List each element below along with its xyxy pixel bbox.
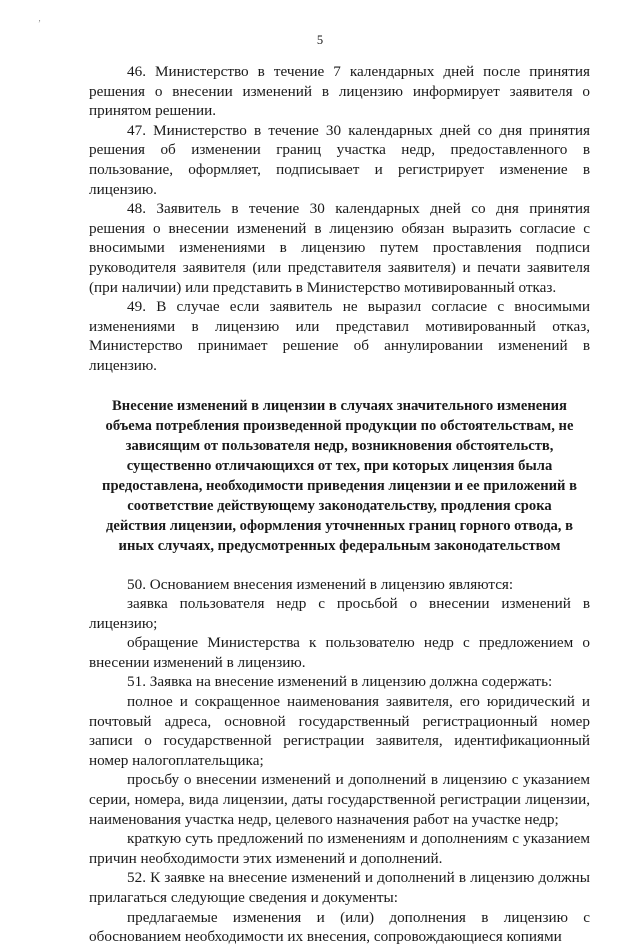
section-heading: Внесение изменений в лицензии в случаях значительного изменения объема потребления произведенной продукции по обстоятельствам, не зависящим от пользователя недр, возникновения обстоятельств, существенно отличающихся от тех, при которых лицензия была предоставлена, необходимости приведения лицензии и ее приложений в соответствие действующему законодательству, продления срока действия лицензии, оформления уточненных границ горного отвода, в иных случаях, предусмотренных федеральным законодательством [102, 397, 577, 554]
paragraph-46: 46. Министерство в течение 7 календарных дней после принятия решения о внесении изменений в лицензию информирует заявителя о принятом решении. [89, 63, 590, 120]
corner-mark: ‚ [38, 13, 41, 23]
list-item-summary: краткую суть предложений по изменениям и дополнениям с указанием причин необходимости этих изменений и дополнений. [89, 830, 590, 867]
list-item-applicant-names: полное и сокращенное наименования заявителя, его юридический и почтовый адреса, основной государственный регистрационный номер записи о государственной регистрации заявителя, идентификационный номер налогоплательщика; [89, 693, 590, 769]
list-item-change-request: просьбу о внесении изменений и дополнений в лицензию с указанием серии, номера, вида лицензии, даты государственной регистрации лицензии, наименования участка недр, целевого назначения работ на участке недр; [89, 771, 590, 828]
paragraph-52: 52. К заявке на внесение изменений и дополнений в лицензию должны прилагаться следующие сведения и документы: [89, 869, 590, 906]
document-body [89, 62, 590, 947]
paragraph-47: 47. Министерство в течение 30 календарных дней со дня принятия решения об изменении границ участка недр, предоставленного в пользование, оформляет, подписывает и регистрирует изменение в лицензию. [89, 121, 590, 198]
paragraph-51: 51. Заявка на внесение изменений в лицензию должна содержать: [127, 673, 553, 691]
list-item-proposed-changes: предлагаемые изменения и (или) дополнения в лицензию с обоснованием необходимости их внесения, сопровождающиеся копиями [89, 908, 590, 946]
paragraph-49: 49. В случае если заявитель не выразил согласие с вносимыми изменениями в лицензию или представил мотивированный отказ, Министерство принимает решение об аннулировании изменений в лицензию. [89, 298, 590, 374]
paragraph-50: 50. Основанием внесения изменений в лицензию являются: [127, 575, 514, 593]
page-number: 5 [316, 33, 324, 47]
list-item-ministry-request: обращение Министерства к пользователю недр с предложением о внесении изменений в лицензию. [89, 634, 590, 671]
list-item-application: заявка пользователя недр с просьбой о внесении изменений в лицензию; [89, 595, 590, 632]
paragraph-48: 48. Заявитель в течение 30 календарных дней со дня принятия решения о внесении изменений в лицензию обязан выразить согласие с вносимыми изменениями в лицензию путем проставления подписи руководителя заявителя (или представителя заявителя) и печати заявителя (при наличии) или представить в Министерство мотивированный отказ. [89, 200, 590, 296]
